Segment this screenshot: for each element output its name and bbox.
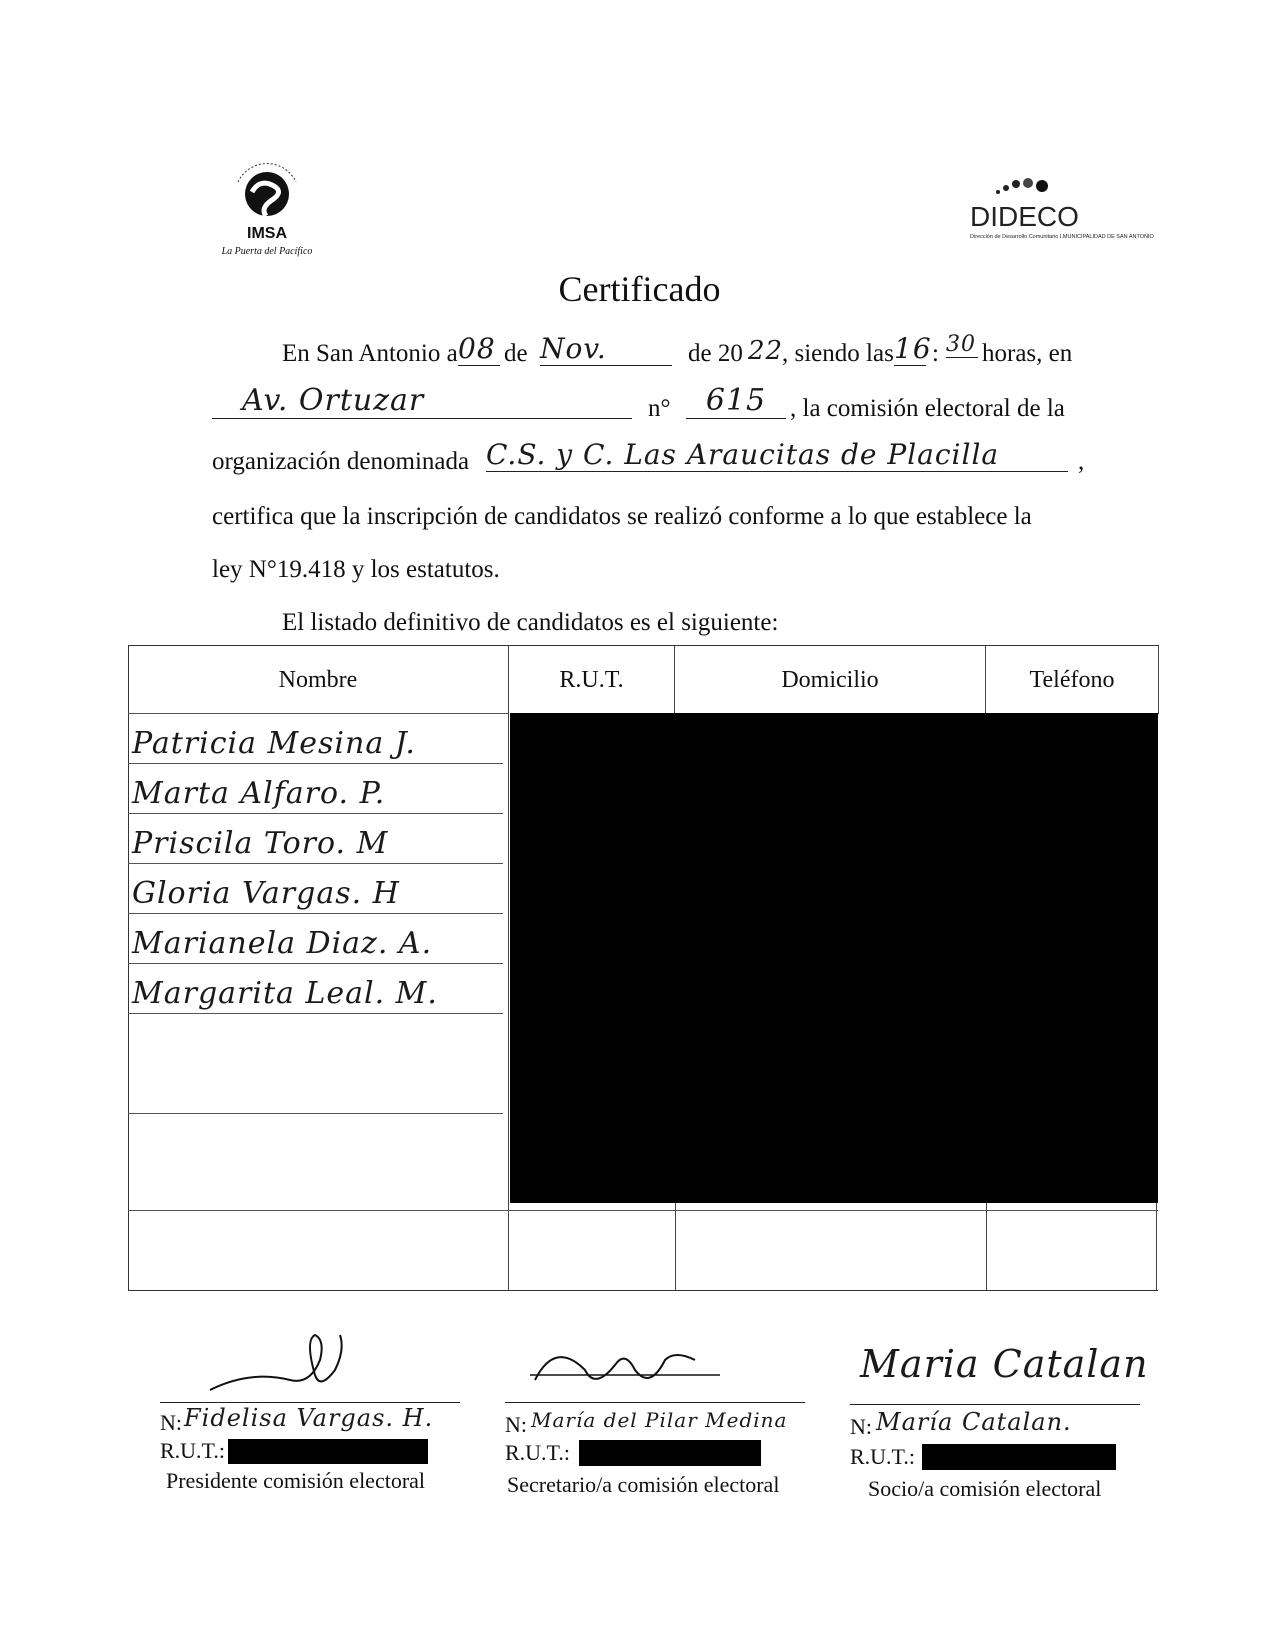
- secretary-role: Secretario/a comisión electoral: [507, 1472, 780, 1497]
- text-colon: :: [932, 340, 939, 367]
- table-bottom-border: [128, 1290, 1158, 1291]
- address-street-field: Av. Ortuzar: [212, 383, 632, 419]
- member-role: Socio/a comisión electoral: [868, 1476, 1102, 1501]
- imsa-logo-tagline: La Puerta del Pacífico: [221, 246, 313, 257]
- secretary-name: María del Pilar Medina: [531, 1408, 788, 1432]
- text-en-san-antonio: En San Antonio a: [282, 340, 458, 367]
- signature-secretary: [505, 1330, 825, 1500]
- redacted-block: [510, 713, 1158, 1203]
- member-rut-label: R.U.T.:: [850, 1444, 915, 1469]
- president-signature-line: [160, 1402, 460, 1403]
- header-rut: R.U.T.: [509, 645, 675, 714]
- member-signature-line: [850, 1404, 1140, 1405]
- lower-divider-3: [1156, 1203, 1157, 1290]
- candidates-table: [128, 645, 1158, 1295]
- paragraph-line-6: El listado definitivo de candidatos es el siguiente:: [282, 609, 779, 636]
- table-row: [128, 763, 503, 814]
- candidate-name: Marta Alfaro. P.: [132, 776, 386, 811]
- table-row: [128, 863, 503, 914]
- secretary-name-prefix: N:: [505, 1412, 527, 1437]
- header-domicilio: Domicilio: [675, 645, 986, 714]
- candidate-name: Margarita Leal. M.: [132, 976, 438, 1011]
- president-rut-redacted: [228, 1439, 428, 1464]
- header-telefono: Teléfono: [986, 645, 1159, 714]
- lower-row-border: [128, 1210, 1158, 1211]
- paragraph-line-3: [212, 438, 1102, 488]
- text-horas-en: horas, en: [982, 340, 1073, 367]
- text-de: de: [504, 340, 528, 367]
- text-de-20: de 20: [688, 340, 743, 367]
- paragraph-line-1: [282, 332, 1102, 380]
- address-number-field: 615: [686, 383, 786, 419]
- dideco-logo: [968, 178, 1154, 258]
- member-name-prefix: N:: [850, 1414, 872, 1439]
- table-row: [128, 713, 503, 764]
- imsa-logo: [212, 158, 322, 258]
- secretary-signature-scrawl: [525, 1330, 725, 1400]
- header-nombre: Nombre: [128, 645, 509, 714]
- signature-member: [850, 1330, 1170, 1500]
- president-role: Presidente comisión electoral: [166, 1468, 426, 1493]
- date-day-field: 08: [458, 332, 500, 366]
- president-rut-label: R.U.T.:: [160, 1438, 225, 1463]
- dideco-logo-name: DIDECO: [970, 201, 1079, 232]
- text-organizacion-denominada: organización denominada: [212, 448, 470, 475]
- imsa-logo-name: IMSA: [247, 225, 287, 242]
- secretary-rut-label: R.U.T.:: [505, 1440, 570, 1465]
- document-title: Certificado: [558, 269, 721, 309]
- time-hour-field: 16: [894, 332, 932, 365]
- paragraph-line-2: [212, 383, 1102, 435]
- text-comision-electoral: , la comisión electoral de la: [790, 395, 1065, 422]
- text-number-label: n°: [648, 395, 671, 422]
- member-name: María Catalan.: [876, 1408, 1072, 1436]
- text-comma: ,: [1078, 448, 1085, 475]
- dideco-logo-subtitle: Dirección de Desarrollo Comunitario I.MUNICIPALIDAD DE SAN ANTONIO: [970, 234, 1154, 240]
- lower-divider-1: [675, 1203, 676, 1290]
- name-column-divider: [508, 713, 509, 1290]
- text-siendo-las: , siendo las: [782, 340, 894, 367]
- candidate-name: Priscila Toro. M: [132, 826, 389, 861]
- member-signature-text: Maria Catalan: [860, 1342, 1149, 1386]
- table-row: [128, 913, 503, 964]
- time-minute-field: 30: [946, 332, 976, 357]
- date-month-field: Nov.: [540, 332, 672, 366]
- organization-name-field: C.S. y C. Las Araucitas de Placilla: [486, 438, 1068, 472]
- candidate-name: Gloria Vargas. H: [132, 876, 400, 911]
- president-name: Fidelisa Vargas. H.: [184, 1404, 434, 1432]
- member-rut-redacted: [922, 1444, 1116, 1470]
- table-row-empty: [128, 1013, 503, 1114]
- signature-president: [160, 1330, 480, 1500]
- paragraph-line-5: ley N°19.418 y los estatutos.: [212, 556, 500, 583]
- president-signature-scrawl: [200, 1330, 400, 1400]
- table-row: [128, 963, 503, 1014]
- paragraph-line-4: certifica que la inscripción de candidatos se realizó conforme a lo que establece la: [212, 503, 1032, 530]
- secretary-signature-line: [505, 1402, 805, 1403]
- table-row: [128, 813, 503, 864]
- lower-divider-2: [986, 1203, 987, 1290]
- date-year-suffix: 22: [748, 336, 784, 366]
- candidate-name: Patricia Mesina J.: [132, 726, 416, 761]
- president-name-prefix: N:: [160, 1410, 182, 1435]
- candidate-name: Marianela Diaz. A.: [132, 926, 433, 961]
- secretary-rut-redacted: [579, 1440, 761, 1466]
